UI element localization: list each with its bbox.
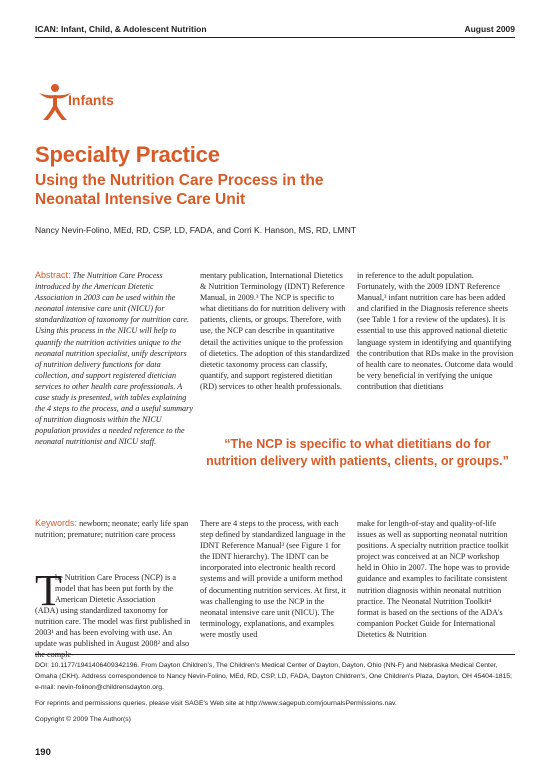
abstract <box>35 270 193 448</box>
journal-name: ICAN: Infant, Child, & Adolescent Nutrition <box>35 24 207 34</box>
article-authors: Nancy Nevin-Folino, MEd, RD, CSP, LD, FADA, and Corri K. Hanson, MS, RD, LMNT <box>35 225 357 235</box>
abstract-label: Abstract: <box>35 270 71 280</box>
header-divider <box>35 37 515 38</box>
body-column-2-top: mentary publication, International Dietetics & Nutrition Terminology (IDNT) Reference Manual, in 2009.³ The NCP is specific to what dietitians do for nutrition delivery with patients, clients, or groups. Therefore, with use, the NCP can describe in quantitative detail the activities unique to the profession of dietetics. The adoption of this standardized dietetic taxonomy process can classify, quantify, and support registered dietitian (RD) services to other health professionals. <box>200 271 350 391</box>
issue-date: August 2009 <box>464 24 515 34</box>
copyright-note: Copyright © 2009 The Author(s) <box>35 716 131 723</box>
drop-cap: T <box>35 566 62 615</box>
keywords <box>35 518 193 540</box>
footer-notes <box>35 660 515 730</box>
abstract-text: The Nutrition Care Process introduced by the American Dietetic Association in 2003 can be used within the neonatal intensive care unit (NICU) for standardization of taxonomy for nutrition care. Using this process in the NICU will help to quantify the nutrition activities unique to the neonatal nutrition specialist, unify descriptors of nutrition delivery functions for data collection, and support registered dietician services to other health care professionals. A case study is presented, with tables explaining the 4 steps to the process, and a useful summary of nutrition diagnosis within the NICU population provides a needed reference to the neonatal nutritionist and NICU staff. <box>35 271 193 447</box>
article-subtitle: Using the Nutrition Care Process in the Neonatal Intensive Care Unit <box>35 172 324 208</box>
intro-paragraph-rest: (ADA) using standardized taxonomy for nutrition care. The model was first published in 2003¹ and has been evolving with use. An update was published in August 2008² and also <box>35 606 191 649</box>
body-column-3-bottom: make for length-of-stay and quality-of-life issues as well as supporting neonatal nutrition positions. A specialty nutrition practice toolkit project was conceived at an NCP workshop held in Ohio in 2007. The hope was to provide guidance and examples to facilitate consistent nutrition diagnosis within neonatal nutrition practice. The Neonatal Nutrition Toolkit⁴ format is based on the sections of the ADA's companion Pocket Guide for International Dietetics & Nutrition <box>357 519 510 639</box>
doi-note: DOI: 10.1177/1941406409342196. From Dayton Children's, The Children's Medical Center of Dayton, Dayton, Ohio (NN-F) and Nebraska Medical Center, Omaha (CKH). Address correspondence to Nancy Nevin-Folino, MEd, RD, CSP, LD, FADA, Dayton Children's, One Children's Plaza, Dayton, OH 45404-1815; e-mail: nevin-folinon@childrensdayton.org. <box>35 662 512 691</box>
intro-paragraph-start: he Nutrition Care Process (NCP) is a model that has been put forth by the American Dietetic Association <box>55 573 176 605</box>
keywords-label: Keywords: <box>35 518 78 528</box>
body-column-3-top: in reference to the adult population. Fortunately, with the 2009 IDNT Reference Manual,³ infant nutrition care has been added and clarified in the Diagnosis reference sheets (see Table 1 for a review of the updates). It is essential to use this approved national dietetic language system in identifying and quantifying the contribution that RDs make in the provision of health care to neonates. Outcome data would be very beneficial in verifying the unique contribution that dietitians <box>357 271 514 391</box>
footer-divider <box>35 654 515 655</box>
body-column-2-bottom: There are 4 steps to the process, with each step defined by standardized language in the IDNT Reference Manual³ (see Figure 1 for the IDNT hierarchy). The IDNT can be incorporated into electronic health record systems and will provide a uniform method of documenting nutrition services. At first, it was challenging to use the NCP in the neonatal intensive care unit (NICU). The terminology, explanations, and examples were mostly used <box>200 519 346 639</box>
page-number: 190 <box>35 747 51 758</box>
pull-quote: “The NCP is specific to what dietitians do for nutrition delivery with patients, clients, or groups.” <box>206 437 509 468</box>
keywords-text: newborn; neonate; early life span nutrition; premature; nutrition care process <box>35 519 189 540</box>
section-label: Infants <box>68 92 114 108</box>
article-title: Specialty Practice <box>35 142 220 167</box>
reprints-note: For reprints and permissions queries, please visit SAGE's Web site at http://www.sagepub.com/journalsPermissions.nav. <box>35 700 397 707</box>
